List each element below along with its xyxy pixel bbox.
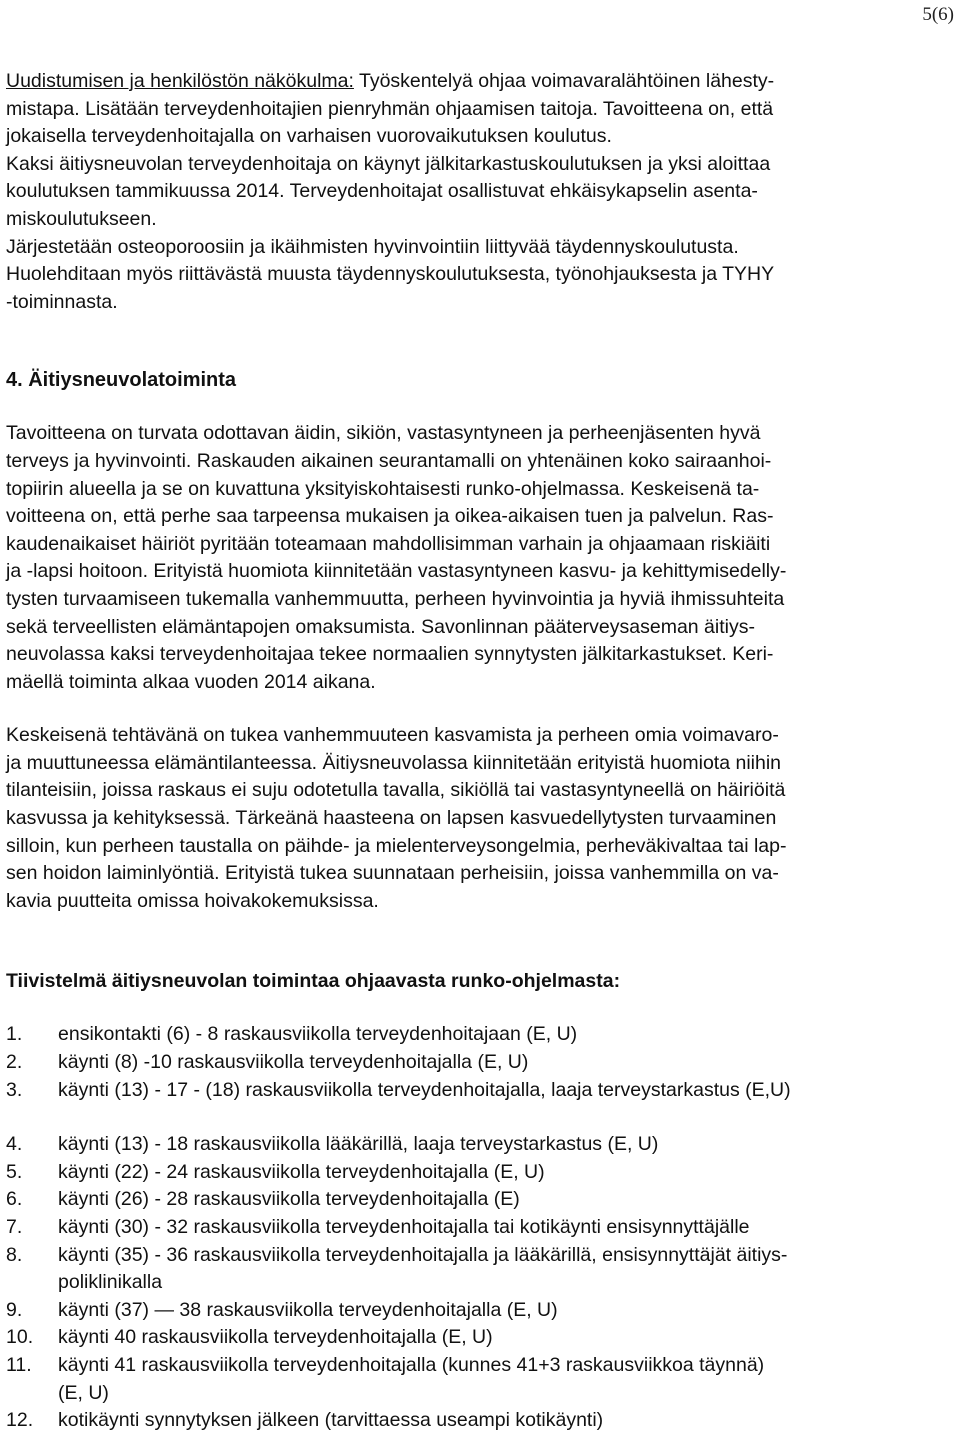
list-item [6,1242,954,1297]
document-body [6,68,954,1435]
intro-line: Kaksi äitiysneuvolan terveydenhoitaja on käynyt jälkitarkastuskoulutuksen ja yksi aloittaa [6,152,771,175]
list-item [6,1352,954,1407]
list-item-number: 4. [6,1133,23,1156]
list-item-number: 6. [6,1188,23,1211]
list-item [6,1407,954,1435]
list-item-number: 7. [6,1216,23,1238]
paragraph-line: topiirin alueella ja se on kuvattuna yksityiskohtaisesti runko-ohjelmassa. Keskeisenä ta- [6,477,760,500]
list-item-line: (E, U) [58,1381,109,1404]
list-item [6,1131,954,1159]
intro-first-line [6,68,954,96]
paragraph-line: mäellä toiminta alkaa vuoden 2014 aikana. [6,670,376,693]
intro-line: Huolehditaan myös riittävästä muusta täydennyskoulutuksesta, työnohjauksesta ja TYHY [6,263,775,286]
paragraph-line: Keskeisenä tehtävänä on tukea vanhemmuuteen kasvamista ja perheen omia voimavaro- [6,724,779,747]
list-item-line: käynti 41 raskausviikolla terveydenhoitajalla (kunnes 41+3 raskausviikkoa täynnä) [58,1353,765,1376]
intro-line: miskoulutukseen. [6,207,157,230]
list-item [6,1186,954,1214]
list-item-text: kotikäynti synnytyksen jälkeen (tarvittaessa useampi kotikäynti) [58,1409,604,1432]
paragraph-line: voitteena on, että perhe saa tarpeensa mukaisen ja oikea-aikaisen tuen ja palvelun. Ras- [6,505,774,528]
list-item-text: käynti (30) - 32 raskausviikolla terveydenhoitajalla tai kotikäynti ensisynnyttäjälle [58,1216,750,1238]
list-item-number: 1. [6,1023,23,1046]
list-item-text: ensikontakti (6) - 8 raskausviikolla terveydenhoitajaan (E, U) [58,1023,578,1046]
paragraph-line: sekä terveellisten elämäntapojen omaksumista. Savonlinnan pääterveysaseman äitiys- [6,615,755,638]
list-item-text: käynti (22) - 24 raskausviikolla terveydenhoitajalla (E, U) [58,1160,545,1183]
list-item-text: käynti 40 raskausviikolla terveydenhoitajalla (E, U) [58,1326,493,1349]
list-item [6,1049,954,1077]
list-item [6,1297,954,1325]
paragraph-line: Tavoitteena on turvata odottavan äidin, sikiön, vastasyntyneen ja perheenjäsenten hyvä [6,422,761,445]
intro-line: koulutuksen tammikuussa 2014. Terveydenhoitajat osallistuvat ehkäisykapselin asenta- [6,180,758,203]
paragraph-line: kaudenaikaiset häiriöt pyritään toteamaan mahdollisimman varhain ja ohjaamaan riskiäiti [6,532,771,555]
intro-line: Järjestetään osteoporoosiin ja ikäihmisten hyvinvointiin liittyvää täydennyskoulutusta. [6,235,739,258]
paragraph-line: kavia puutteita omissa hoivakokemuksissa. [6,889,379,912]
list-item [6,1077,954,1105]
paragraph-line: tysten turvaamiseen tukemalla vanhemmuutta, perheen hyvinvointia ja hyviä ihmissuhteita [6,587,785,610]
paragraph-line: ja -lapsi hoitoon. Erityistä huomiota kiinnitetään vastasyntyneen kasvu- ja kehittymisedelly- [6,560,787,583]
list-item-number: 3. [6,1078,23,1101]
list-item-number: 5. [6,1160,23,1183]
list-item-text: käynti (37) — 38 raskausviikolla terveydenhoitajalla (E, U) [58,1298,558,1321]
paragraph-line: ja muuttuneessa elämäntilanteessa. Äitiysneuvolassa kiinnitetään erityistä huomiota niihin [6,751,782,774]
list-item-number: 12. [6,1409,34,1432]
list-item-text [58,1352,954,1407]
list-item-number: 10. [6,1326,34,1349]
list-item [6,1159,954,1187]
list-item [6,1021,954,1049]
list-item-text: käynti (8) -10 raskausviikolla terveydenhoitajalla (E, U) [58,1051,529,1074]
list-item-number: 8. [6,1243,23,1266]
section-heading: 4. Äitiysneuvolatoiminta [6,369,237,392]
list-item-text [58,1242,954,1297]
list-item-number: 2. [6,1051,23,1074]
list-item-line: poliklinikalla [58,1271,163,1294]
paragraph-line: sen hoidon laiminlyöntiä. Erityistä tukea suunnataan perheisiin, joissa vanhemmilla on va- [6,862,779,885]
section-paragraph-1 [6,420,954,696]
intro-line: jokaisella terveydenhoitajalla on varhaisen vuorovaikutuksen koulutus. [6,125,612,148]
paragraph-line: tilanteisiin, joissa raskaus ei suju odotetulla tavalla, sikiöllä tai vastasyntyneellä on häiriöitä [6,779,786,802]
list-item-line: käynti (35) - 36 raskausviikolla terveydenhoitajalla ja lääkärillä, ensisynnyttäjät äitiys- [58,1243,788,1266]
summary-heading: Tiivistelmä äitiysneuvolan toimintaa ohjaavasta runko-ohjelmasta: [6,970,621,993]
list-item [6,1324,954,1352]
list-item-number: 9. [6,1298,23,1321]
page-number: 5(6) [922,4,954,25]
intro-paragraph [6,68,954,316]
paragraph-line: kasvussa ja kehityksessä. Tärkeänä haasteena on lapsen kasvuedellytysten turvaaminen [6,807,777,830]
list-item [6,1214,954,1242]
list-item-text: käynti (26) - 28 raskausviikolla terveydenhoitajalla (E) [58,1188,520,1211]
intro-heading-underlined: Uudistumisen ja henkilöstön näkökulma: [6,70,354,92]
list-item-text: käynti (13) - 18 raskausviikolla lääkärillä, laaja terveystarkastus (E, U) [58,1133,659,1156]
section-paragraph-2 [6,722,954,915]
intro-first-line-rest: Työskentelyä ohjaa voimavaralähtöinen lähesty- [353,70,775,92]
list-item-text: käynti (13) - 17 - (18) raskausviikolla terveydenhoitajalla, laaja terveystarkastus (E,U) [58,1078,791,1101]
paragraph-line: terveys ja hyvinvointi. Raskauden aikainen seurantamalli on yhtenäinen koko sairaanhoi- [6,449,772,472]
intro-line: mistapa. Lisätään terveydenhoitajien pienryhmän ohjaamisen taitoja. Tavoitteena on, että [6,97,774,120]
summary-list [6,1021,954,1434]
list-item-number: 11. [6,1353,32,1376]
paragraph-line: neuvolassa kaksi terveydenhoitajaa tekee normaalien synnytysten jälkitarkastukset. Keri- [6,643,774,666]
intro-line: -toiminnasta. [6,290,118,313]
paragraph-line: silloin, kun perheen taustalla on päihde- ja mielenterveysongelmia, perheväkivaltaa tai lap- [6,834,787,857]
